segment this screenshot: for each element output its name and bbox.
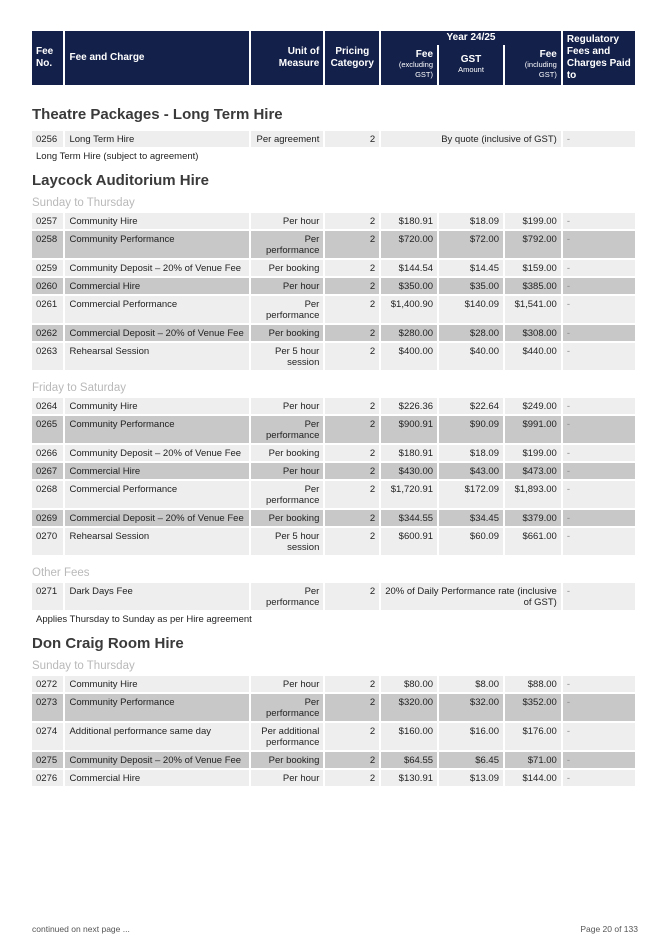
unit-of-measure: Per performance	[251, 416, 323, 443]
table-row	[32, 231, 635, 258]
regulatory-paid-to: -	[563, 463, 635, 479]
unit-of-measure: Per performance	[251, 583, 323, 610]
fee-name: Commercial Hire	[65, 770, 249, 786]
fee-excl-gst: $144.54	[381, 260, 437, 276]
gst-amount: $22.64	[439, 398, 503, 414]
fee-name: Additional performance same day	[65, 723, 249, 750]
unit-of-measure: Per performance	[251, 694, 323, 721]
table-row	[32, 510, 635, 526]
fee-number: 0269	[32, 510, 63, 526]
fee-incl-gst: $159.00	[505, 260, 561, 276]
table-row	[32, 213, 635, 229]
regulatory-paid-to: -	[563, 694, 635, 721]
table-row	[32, 278, 635, 294]
header-fee-incl: Fee (including GST)	[505, 45, 561, 85]
table-row	[32, 528, 635, 555]
fee-table	[30, 583, 637, 612]
table-row	[32, 260, 635, 276]
unit-of-measure: Per booking	[251, 260, 323, 276]
table-row	[32, 481, 635, 508]
fee-name: Community Deposit – 20% of Venue Fee	[65, 752, 249, 768]
fee-number: 0264	[32, 398, 63, 414]
pricing-category: 2	[325, 260, 379, 276]
fee-name: Rehearsal Session	[65, 343, 249, 370]
fee-number: 0260	[32, 278, 63, 294]
table-row	[32, 463, 635, 479]
header-fee-no: Fee No.	[32, 31, 63, 85]
unit-of-measure: Per performance	[251, 481, 323, 508]
fee-name: Community Hire	[65, 676, 249, 692]
gst-amount: $72.00	[439, 231, 503, 258]
regulatory-paid-to: -	[563, 723, 635, 750]
pricing-category: 2	[325, 770, 379, 786]
fee-sections	[32, 85, 639, 788]
fee-name: Community Deposit – 20% of Venue Fee	[65, 260, 249, 276]
unit-of-measure: Per hour	[251, 278, 323, 294]
header-fee-and-charge: Fee and Charge	[65, 31, 249, 85]
table-row	[32, 445, 635, 461]
footer-continued: continued on next page ...	[32, 924, 130, 934]
regulatory-paid-to: -	[563, 231, 635, 258]
header-fee-excl: Fee (excluding GST)	[381, 45, 437, 85]
fee-name: Community Performance	[65, 416, 249, 443]
fee-excl-gst: $1,400.90	[381, 296, 437, 323]
regulatory-paid-to: -	[563, 510, 635, 526]
regulatory-paid-to: -	[563, 260, 635, 276]
gst-amount: $35.00	[439, 278, 503, 294]
section-title: Laycock Auditorium Hire	[32, 172, 209, 189]
gst-amount: $32.00	[439, 694, 503, 721]
fee-excl-gst: $280.00	[381, 325, 437, 341]
unit-of-measure: Per 5 hour session	[251, 343, 323, 370]
regulatory-paid-to: -	[563, 213, 635, 229]
table-header	[30, 31, 637, 85]
fee-number: 0274	[32, 723, 63, 750]
fee-number: 0262	[32, 325, 63, 341]
fee-number: 0261	[32, 296, 63, 323]
fee-excl-gst: $320.00	[381, 694, 437, 721]
table-row	[32, 131, 635, 147]
footer-page-number: Page 20 of 133	[580, 924, 638, 934]
fee-name: Commercial Hire	[65, 278, 249, 294]
regulatory-paid-to: -	[563, 481, 635, 508]
fee-incl-gst: $991.00	[505, 416, 561, 443]
table-row	[32, 343, 635, 370]
table-row	[32, 723, 635, 750]
fee-excl-gst: $430.00	[381, 463, 437, 479]
gst-amount: $8.00	[439, 676, 503, 692]
fee-excl-gst: $720.00	[381, 231, 437, 258]
table-row	[32, 583, 635, 610]
unit-of-measure: Per additional performance	[251, 723, 323, 750]
header-unit-of-measure: Unit of Measure	[251, 31, 323, 85]
fee-excl-gst: $226.36	[381, 398, 437, 414]
fee-number: 0259	[32, 260, 63, 276]
fee-incl-gst: $249.00	[505, 398, 561, 414]
table-row	[32, 398, 635, 414]
regulatory-paid-to: -	[563, 296, 635, 323]
fee-excl-gst: $400.00	[381, 343, 437, 370]
fee-excl-gst: $180.91	[381, 213, 437, 229]
fee-incl-gst: $88.00	[505, 676, 561, 692]
fee-incl-gst: $661.00	[505, 528, 561, 555]
regulatory-paid-to: -	[563, 416, 635, 443]
fee-number: 0257	[32, 213, 63, 229]
table-row	[32, 752, 635, 768]
fee-number: 0267	[32, 463, 63, 479]
unit-of-measure: Per booking	[251, 445, 323, 461]
fee-number: 0271	[32, 583, 63, 610]
unit-of-measure: Per performance	[251, 231, 323, 258]
fee-incl-gst: $385.00	[505, 278, 561, 294]
pricing-category: 2	[325, 416, 379, 443]
unit-of-measure: Per booking	[251, 752, 323, 768]
fee-name: Commercial Deposit – 20% of Venue Fee	[65, 325, 249, 341]
fee-excl-gst: $600.91	[381, 528, 437, 555]
fee-number: 0258	[32, 231, 63, 258]
fee-schedule-page	[32, 31, 639, 788]
header-regulatory: Regulatory Fees and Charges Paid to	[563, 31, 635, 85]
unit-of-measure: Per booking	[251, 510, 323, 526]
gst-amount: $172.09	[439, 481, 503, 508]
unit-of-measure: Per hour	[251, 676, 323, 692]
pricing-category: 2	[325, 213, 379, 229]
fee-incl-gst: $1,541.00	[505, 296, 561, 323]
regulatory-paid-to: -	[563, 278, 635, 294]
gst-amount: $34.45	[439, 510, 503, 526]
fee-excl-gst: $900.91	[381, 416, 437, 443]
section-title: Theatre Packages - Long Term Hire	[32, 106, 283, 123]
section-title: Don Craig Room Hire	[32, 635, 184, 652]
unit-of-measure: Per hour	[251, 398, 323, 414]
unit-of-measure: Per hour	[251, 213, 323, 229]
pricing-category: 2	[325, 131, 379, 147]
fee-number: 0265	[32, 416, 63, 443]
fee-note: By quote (inclusive of GST)	[381, 131, 561, 147]
pricing-category: 2	[325, 343, 379, 370]
fee-excl-gst: $80.00	[381, 676, 437, 692]
regulatory-paid-to: -	[563, 676, 635, 692]
gst-amount: $16.00	[439, 723, 503, 750]
table-row	[32, 770, 635, 786]
header-pricing-category: Pricing Category	[325, 31, 379, 85]
fee-name: Long Term Hire	[65, 131, 249, 147]
fee-name: Commercial Deposit – 20% of Venue Fee	[65, 510, 249, 526]
fee-number: 0270	[32, 528, 63, 555]
pricing-category: 2	[325, 445, 379, 461]
table-row	[32, 694, 635, 721]
unit-of-measure: Per agreement	[251, 131, 323, 147]
fee-excl-gst: $180.91	[381, 445, 437, 461]
fee-incl-gst: $71.00	[505, 752, 561, 768]
fee-incl-gst: $1,893.00	[505, 481, 561, 508]
fee-excl-gst: $350.00	[381, 278, 437, 294]
fee-name: Community Performance	[65, 694, 249, 721]
fee-table	[30, 213, 637, 372]
fee-name: Community Hire	[65, 398, 249, 414]
regulatory-paid-to: -	[563, 343, 635, 370]
gst-amount: $140.09	[439, 296, 503, 323]
table-footnote: Long Term Hire (subject to agreement)	[36, 151, 199, 162]
fee-table	[30, 131, 637, 149]
pricing-category: 2	[325, 510, 379, 526]
header-gst: GST Amount	[439, 45, 503, 85]
pricing-category: 2	[325, 694, 379, 721]
pricing-category: 2	[325, 583, 379, 610]
fee-incl-gst: $792.00	[505, 231, 561, 258]
fee-note: 20% of Daily Performance rate (inclusive of GST)	[381, 583, 561, 610]
section-subtitle: Friday to Saturday	[32, 382, 126, 394]
fee-name: Commercial Hire	[65, 463, 249, 479]
fee-name: Commercial Performance	[65, 481, 249, 508]
fee-number: 0256	[32, 131, 63, 147]
pricing-category: 2	[325, 278, 379, 294]
unit-of-measure: Per booking	[251, 325, 323, 341]
section-subtitle: Sunday to Thursday	[32, 660, 135, 672]
fee-number: 0263	[32, 343, 63, 370]
regulatory-paid-to: -	[563, 528, 635, 555]
fee-incl-gst: $352.00	[505, 694, 561, 721]
fee-excl-gst: $1,720.91	[381, 481, 437, 508]
fee-incl-gst: $176.00	[505, 723, 561, 750]
pricing-category: 2	[325, 752, 379, 768]
table-row	[32, 325, 635, 341]
fee-incl-gst: $144.00	[505, 770, 561, 786]
gst-amount: $60.09	[439, 528, 503, 555]
fee-name: Community Performance	[65, 231, 249, 258]
fee-incl-gst: $440.00	[505, 343, 561, 370]
gst-amount: $14.45	[439, 260, 503, 276]
fee-name: Community Hire	[65, 213, 249, 229]
gst-amount: $13.09	[439, 770, 503, 786]
regulatory-paid-to: -	[563, 325, 635, 341]
fee-number: 0272	[32, 676, 63, 692]
table-row	[32, 296, 635, 323]
fee-excl-gst: $160.00	[381, 723, 437, 750]
fee-incl-gst: $199.00	[505, 213, 561, 229]
fee-number: 0276	[32, 770, 63, 786]
unit-of-measure: Per hour	[251, 770, 323, 786]
fee-excl-gst: $64.55	[381, 752, 437, 768]
gst-amount: $43.00	[439, 463, 503, 479]
fee-table	[30, 398, 637, 557]
pricing-category: 2	[325, 231, 379, 258]
fee-number: 0266	[32, 445, 63, 461]
pricing-category: 2	[325, 325, 379, 341]
regulatory-paid-to: -	[563, 398, 635, 414]
fee-number: 0275	[32, 752, 63, 768]
pricing-category: 2	[325, 398, 379, 414]
header-year: Year 24/25	[381, 31, 561, 45]
unit-of-measure: Per performance	[251, 296, 323, 323]
pricing-category: 2	[325, 676, 379, 692]
section-subtitle: Sunday to Thursday	[32, 197, 135, 209]
fee-excl-gst: $344.55	[381, 510, 437, 526]
fee-incl-gst: $199.00	[505, 445, 561, 461]
regulatory-paid-to: -	[563, 445, 635, 461]
table-row	[32, 416, 635, 443]
fee-incl-gst: $308.00	[505, 325, 561, 341]
gst-amount: $28.00	[439, 325, 503, 341]
pricing-category: 2	[325, 528, 379, 555]
regulatory-paid-to: -	[563, 131, 635, 147]
table-row	[32, 676, 635, 692]
pricing-category: 2	[325, 296, 379, 323]
fee-number: 0273	[32, 694, 63, 721]
unit-of-measure: Per 5 hour session	[251, 528, 323, 555]
gst-amount: $18.09	[439, 445, 503, 461]
table-footnote: Applies Thursday to Sunday as per Hire agreement	[36, 614, 252, 625]
fee-name: Community Deposit – 20% of Venue Fee	[65, 445, 249, 461]
section-subtitle: Other Fees	[32, 567, 90, 579]
pricing-category: 2	[325, 481, 379, 508]
fee-excl-gst: $130.91	[381, 770, 437, 786]
gst-amount: $6.45	[439, 752, 503, 768]
gst-amount: $40.00	[439, 343, 503, 370]
pricing-category: 2	[325, 723, 379, 750]
regulatory-paid-to: -	[563, 752, 635, 768]
fee-incl-gst: $379.00	[505, 510, 561, 526]
fee-name: Dark Days Fee	[65, 583, 249, 610]
gst-amount: $90.09	[439, 416, 503, 443]
gst-amount: $18.09	[439, 213, 503, 229]
fee-table	[30, 676, 637, 788]
fee-number: 0268	[32, 481, 63, 508]
regulatory-paid-to: -	[563, 583, 635, 610]
regulatory-paid-to: -	[563, 770, 635, 786]
unit-of-measure: Per hour	[251, 463, 323, 479]
pricing-category: 2	[325, 463, 379, 479]
fee-name: Rehearsal Session	[65, 528, 249, 555]
fee-name: Commercial Performance	[65, 296, 249, 323]
fee-incl-gst: $473.00	[505, 463, 561, 479]
